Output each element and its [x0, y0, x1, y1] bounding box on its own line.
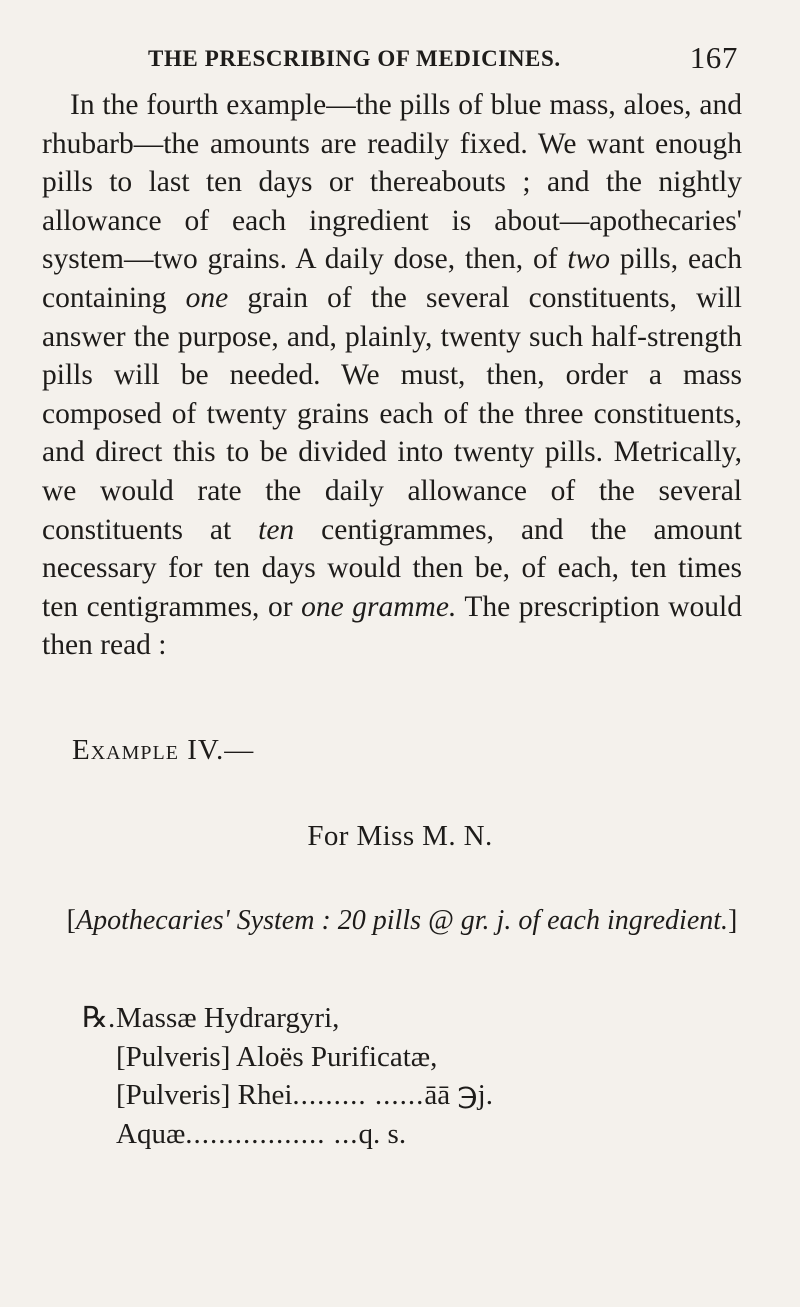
text-run: centigrammes, and the amount necessary for ten days would then be, of each, ten times ten centigrammes, or — [42, 513, 742, 623]
dot-leader: ................. ... — [185, 1117, 359, 1150]
prescription-line — [82, 1038, 493, 1077]
text-run: In the fourth example—the pills of blue mass, aloes, and rhubarb—the amounts are readily fixed. We want enough pills to last ten days or thereabouts ; and the nightly allowance of each ingredient is about—apothecaries' system—two grains. A daily dose, then, of — [42, 89, 742, 276]
prescription — [82, 999, 493, 1153]
dosage-note — [42, 902, 762, 940]
emphasis: one — [185, 281, 229, 314]
running-title: THE PRESCRIBING OF MEDICINES. — [148, 46, 561, 71]
running-head — [148, 40, 740, 80]
ingredient-name: Massæ Hydrargyri, — [116, 1002, 340, 1034]
patient-line: For Miss M. N. — [307, 820, 493, 852]
example-heading: Example IV.— — [72, 734, 255, 766]
ingredient-quantity: āā ℈j. — [424, 1079, 493, 1111]
paragraph — [42, 86, 742, 665]
ingredient-name: [Pulveris] Aloës Purificatæ, — [116, 1040, 438, 1073]
prescription-line — [82, 1076, 493, 1115]
body-text — [42, 86, 742, 665]
page-number: 167 — [689, 40, 738, 75]
emphasis: two — [567, 243, 611, 276]
text-run: grain of the several constituents, will answer the purpose, and, plainly, twenty such half-strength pills will be needed. We must, then, order a mass composed of twenty grains each of the three constituents, and direct this to be divided into twenty pills. Metrically, we would rate the daily allowance of the several constituents at — [42, 281, 742, 546]
dosage-note-text: Apothecaries' System : 20 pills @ gr. j. of each ingredient. — [75, 905, 729, 936]
bracket-close: ] — [728, 905, 738, 936]
text-run: The prescription would then read : — [42, 590, 743, 662]
prescription-line — [82, 999, 493, 1038]
recipe-symbol: ℞. — [82, 1002, 116, 1034]
text-run: pills, each containing — [42, 243, 742, 314]
ingredient-name: [Pulveris] Rhei — [116, 1079, 293, 1111]
bracket-open: [ — [66, 905, 76, 936]
prescription-line — [82, 1115, 493, 1154]
ingredient-quantity: q. s. — [358, 1117, 407, 1150]
emphasis: ten — [258, 513, 295, 546]
emphasis: one gramme. — [301, 590, 457, 623]
dot-leader: ......... ...... — [292, 1079, 425, 1111]
ingredient-name: Aquæ — [116, 1117, 186, 1150]
